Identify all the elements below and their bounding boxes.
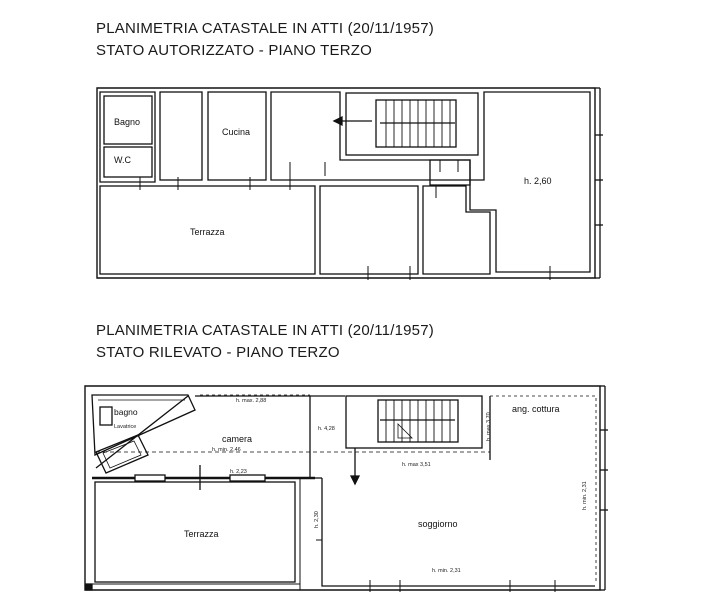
- height-label-hmin-camera: h. min. 2,46: [212, 447, 241, 453]
- bottom-room-label-terrazza: Terrazza: [184, 529, 219, 539]
- top-plan-title-line2: STATO AUTORIZZATO - PIANO TERZO: [96, 42, 372, 59]
- bottom-small-fixture-text: Lavatrice: [114, 424, 137, 430]
- height-label-hmin-231-right: h. min. 2,31: [582, 481, 588, 510]
- height-label-hmin-231-bottom: h. min. 2,31: [432, 568, 461, 574]
- height-label-hmax-370: h. max 3,70: [486, 412, 492, 441]
- height-label-hmax-351: h. max 3,51: [402, 462, 431, 468]
- bottom-plan-title-line2: STATO RILEVATO - PIANO TERZO: [96, 344, 340, 361]
- top-plan-title-line1: PLANIMETRIA CATASTALE IN ATTI (20/11/1957): [96, 20, 434, 37]
- top-room-label-wc: W.C: [114, 155, 131, 165]
- bottom-floor-plan: [85, 386, 608, 592]
- height-label-428: h. 4,28: [318, 426, 335, 432]
- top-room-height: h. 2,60: [524, 176, 552, 186]
- top-room-label-bagno: Bagno: [114, 117, 141, 127]
- height-label-hmax-camera: h. max. 2,88: [236, 398, 267, 404]
- bottom-plan-title-line1: PLANIMETRIA CATASTALE IN ATTI (20/11/1957): [96, 322, 434, 339]
- bottom-room-label-soggiorno: soggiorno: [418, 519, 458, 529]
- top-room-label-terrazza: Terrazza: [190, 227, 225, 237]
- bottom-room-label-ang-cottura: ang. cottura: [512, 404, 560, 414]
- bottom-room-label-camera: camera: [222, 434, 253, 444]
- height-label-230: h. 2,30: [314, 511, 320, 528]
- bottom-room-label-bagno: bagno: [114, 407, 138, 417]
- height-label-223: h. 2,23: [230, 469, 247, 475]
- top-room-label-cucina: Cucina: [222, 127, 251, 137]
